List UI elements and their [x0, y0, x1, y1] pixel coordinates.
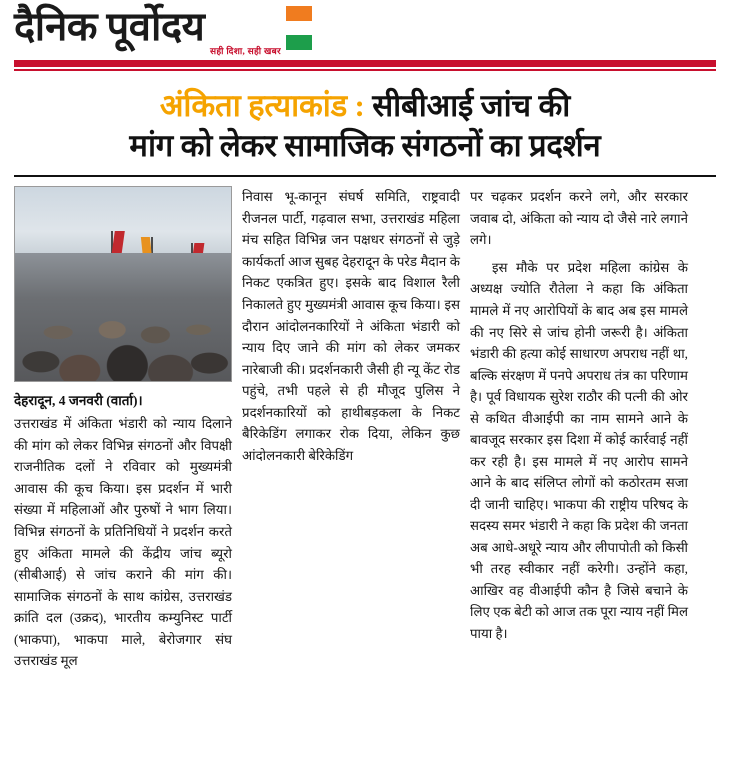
body-paragraph: निवास भू-कानून संघर्ष समिति, राष्ट्रवादी रीजनल पार्टी, गढ़वाल सभा, उत्तराखंड महिला मंच सहित विभिन्न जन पक्षधर संगठनों से जुड़े कार्यकर्ता आज सुबह देहरादून के परेड मैदान के निकट एकत्रित हुए। इसके बाद विशाल रैली निकालते हुए मुख्यमंत्री आवास कूच किया। इस दौरान आंदोलनकारियों ने अंकिता भंडारी को न्याय दिए जाने की मांग को लेकर जमकर नारेबाजी की। प्रदर्शनकारी जैसी ही न्यू केंट रोड पहुंचे, तभी पहले से ही मौजूद पुलिस ने प्रदर्शनकारियों को हाथीबड़कला के निकट बैरिकेडिंग लगाकर रोक दिया, लेकिन कुछ आंदोलनकारी बेरिकेडिंग [242, 189, 460, 463]
column-3 [470, 186, 688, 677]
headline-line-1-rest: सीबीआई जांच की [364, 88, 571, 123]
column-1 [14, 186, 232, 677]
masthead [14, 0, 716, 72]
headline-line-2: मांग को लेकर सामाजिक संगठनों का प्रदर्शन [129, 127, 601, 163]
body-paragraph: इस मौके पर प्रदेश महिला कांग्रेस के अध्यक्ष ज्योति रौतेला ने कहा कि अंकिता मामले में नए आरोपियों के बाद अब इस मामले की नए सिरे से जांच होनी जरूरी है। अंकिता भंडारी की हत्या कोई साधारण अपराध नहीं था, बल्कि संरक्षण में पनपे अपराध तंत्र का परिणाम है। पूर्व विधायक सुरेश राठौर की पत्नी की ओर से कथित वीआईपी का नाम सामने आने के बावजूद सरकार इस दिशा में कोई कार्रवाई नहीं कर रही है। इस मामले में नए आरोप सामने आने के बाद संलिप्त लोगों को कठोरतम सजा दी जानी चाहिए। भाकपा की राष्ट्रीय परिषद के सदस्य समर भंडारी ने कहा कि प्रदेश की जनता अब आधे-अधूरे न्याय और लीपापोती को किसी भी तरह स्वीकार नहीं करेगी। उन्होंने कहा, आखिर वह वीआईपी कौन है जिसे बचाने के लिए एक बेटी को आज तक पूरा न्याय नहीं मिल पाया है। [470, 259, 688, 641]
body-paragraph: पर चढ़कर प्रदर्शन करने लगे, और सरकार जवाब दो, अंकिता को न्याय दो जैसे नारे लगाने लगे। [470, 189, 688, 248]
dateline: देहरादून, 4 जनवरी (वार्ता)। [14, 393, 143, 409]
body-paragraph: उत्तराखंड में अंकिता भंडारी को न्याय दिलाने की मांग को लेकर विभिन्न संगठनों और विपक्षी राजनीतिक दलों ने रविवार को मुख्यमंत्री आवास की कूच किया। इस प्रदर्शन में भारी संख्या में महिलाओं और पुरुषों ने भाग लिया। विभिन्न संगठनों के प्रतिनिधियों ने प्रदर्शन करते हुए अंकिता मामले की केंद्रीय जांच ब्यूरो (सीबीआई) से जांच कराने की मांग की। सामाजिक संगठनों के साथ कांग्रेस, उत्तराखंड क्रांति दल (उक्रद), भारतीय कम्युनिस्ट पार्टी (भाकपा), भाकपा माले, बेरोजगार संघ उत्तराखंड मूल [14, 416, 232, 669]
masthead-red-thin-rule [14, 69, 716, 71]
indian-tricolor-icon [286, 6, 312, 50]
masthead-red-bar [14, 60, 716, 67]
article-columns [14, 186, 716, 677]
newspaper-title: दैनिक पूर्वोदय [14, 4, 205, 49]
protest-crowd-photo [14, 186, 232, 382]
newspaper-tagline: सही दिशा, सही खबर [210, 46, 282, 56]
headline-highlight: अंकिता हत्याकांड : [159, 88, 365, 123]
headline-divider [14, 175, 716, 177]
photo-crowd [15, 253, 231, 381]
headline-block [14, 86, 716, 165]
column-2 [242, 186, 460, 677]
headline-line-1 [14, 86, 716, 126]
